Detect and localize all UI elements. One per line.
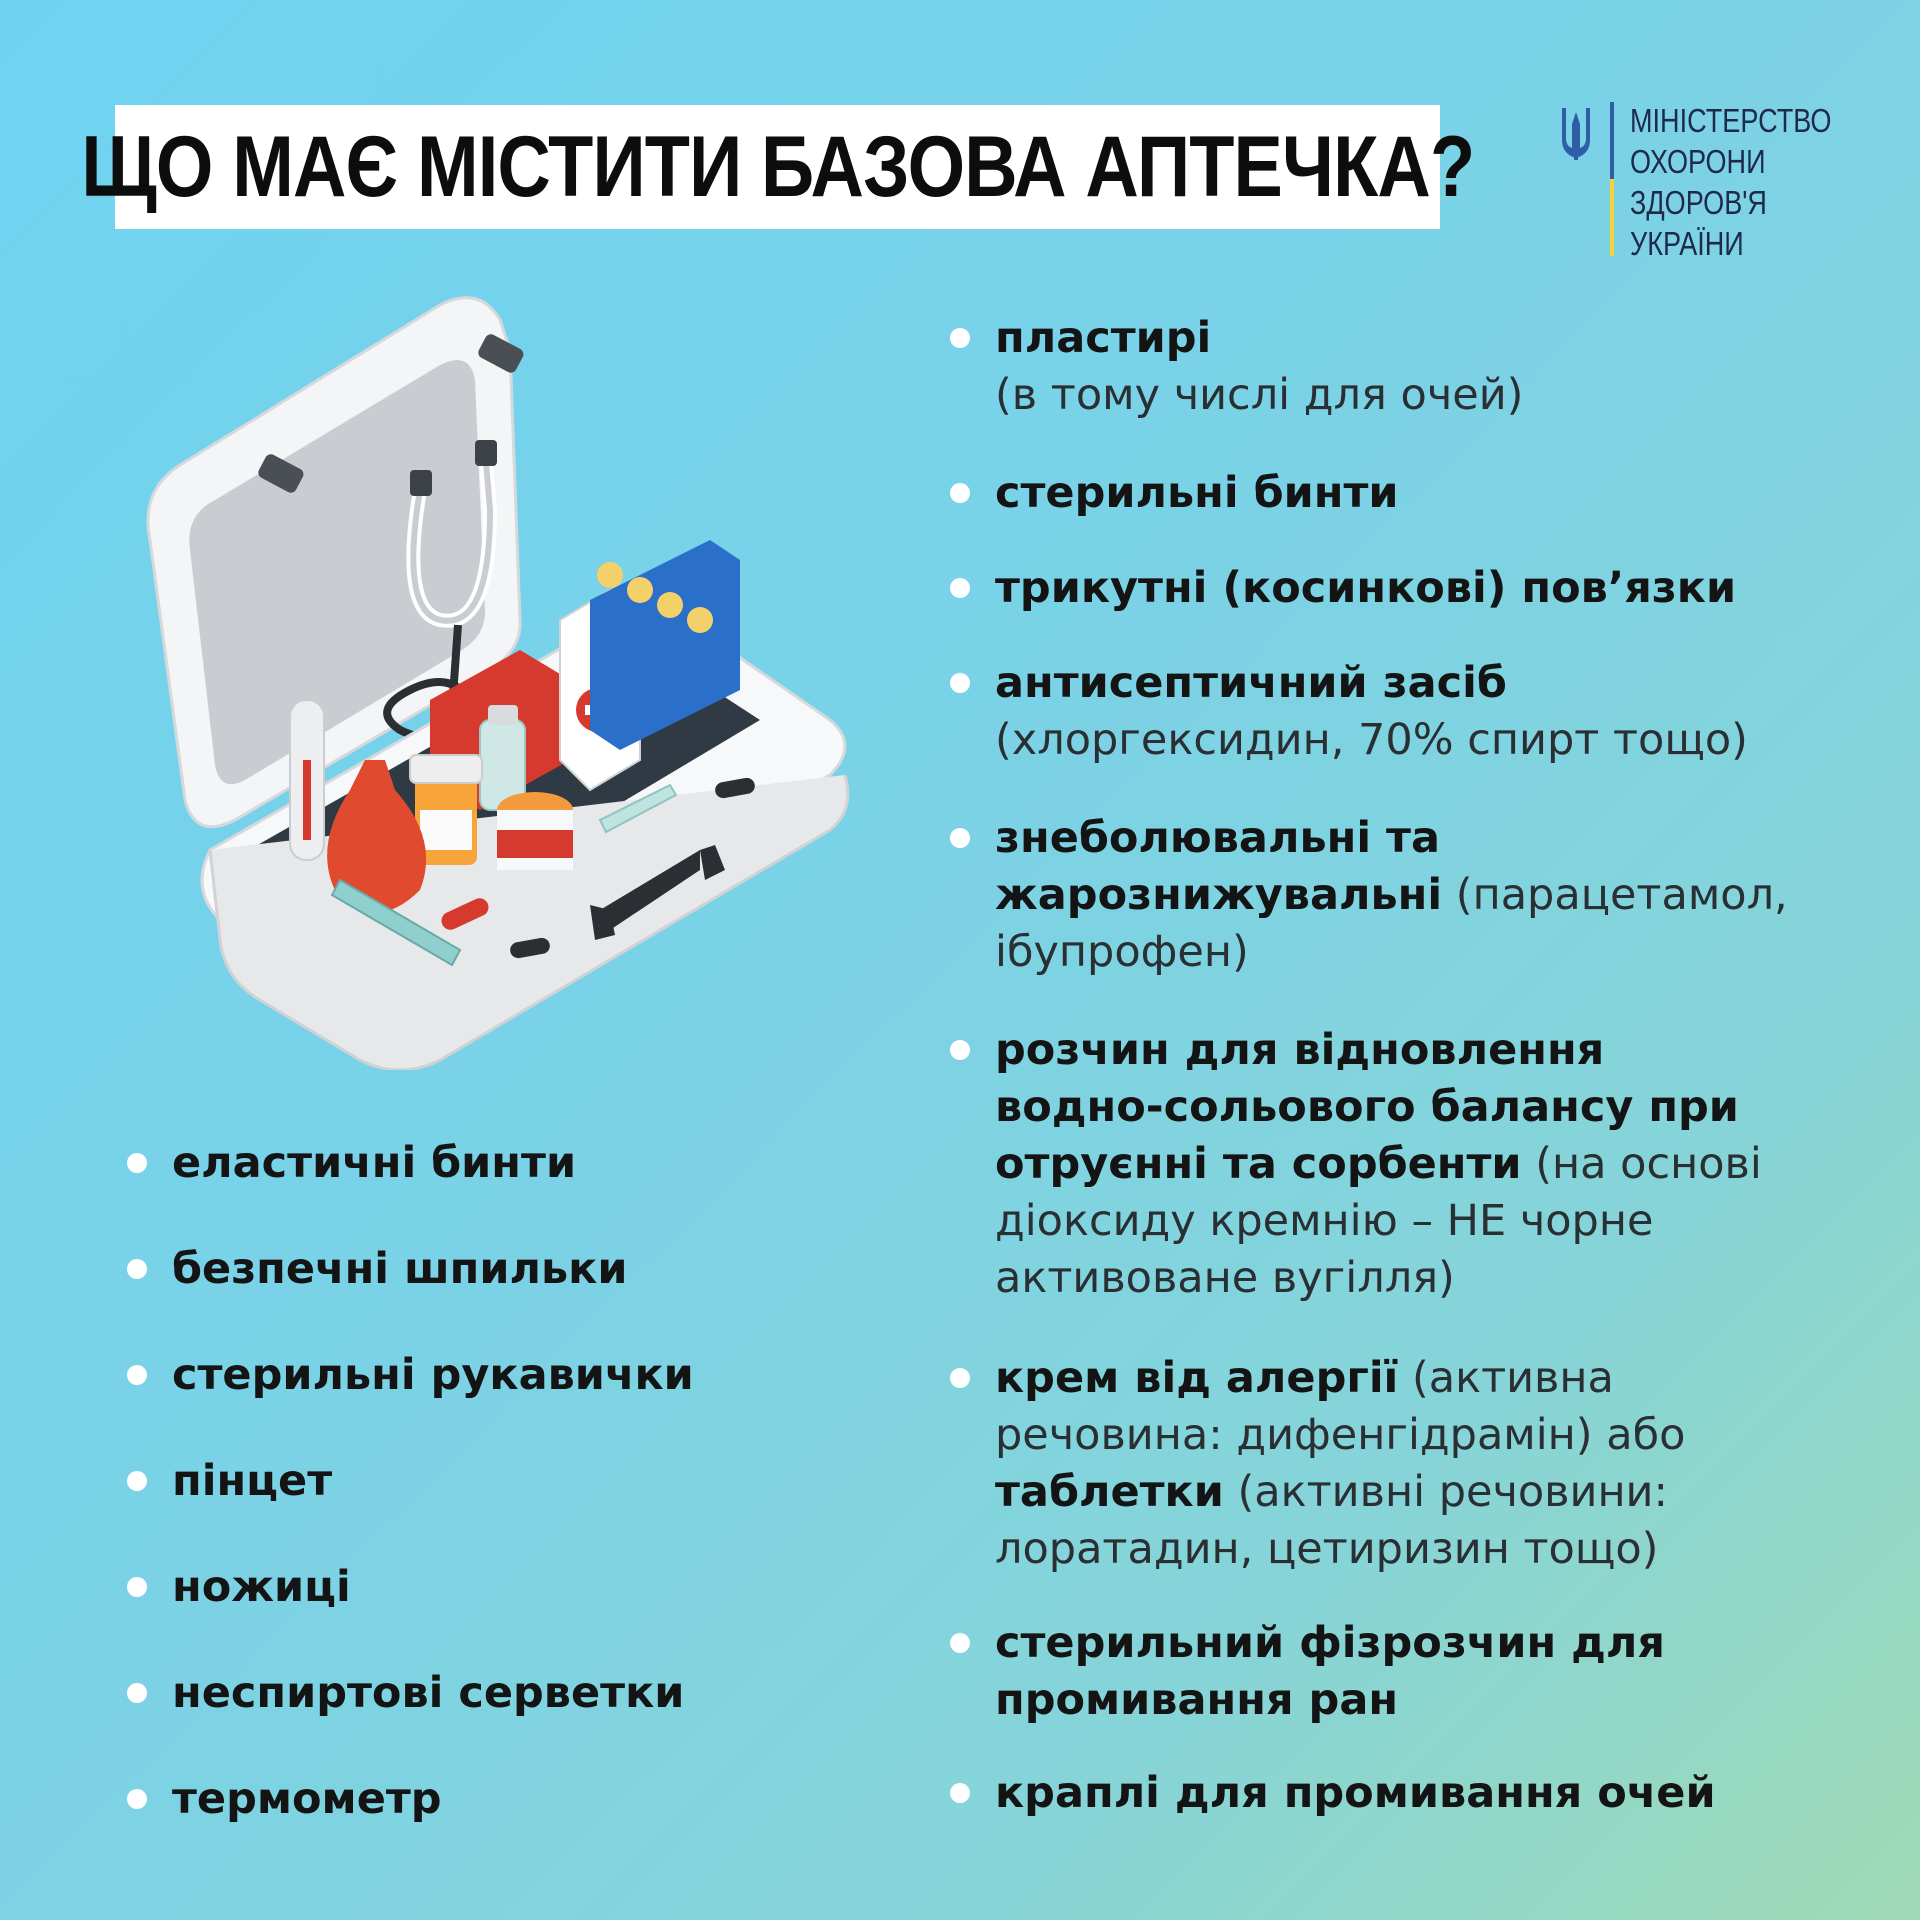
- bullet-dot: [127, 1577, 147, 1597]
- trident-emblem-icon: [1556, 104, 1596, 162]
- item-text: безпечні шпильки: [172, 1244, 628, 1294]
- item-detail-text: (парацетамол,: [1442, 870, 1788, 920]
- item-line: [995, 1672, 1665, 1729]
- item-bold-text: промивання ран: [995, 1675, 1399, 1725]
- item-bold-text: краплі для промивання очей: [995, 1768, 1716, 1818]
- item-line: [995, 1765, 1716, 1822]
- item-line: [995, 1350, 1685, 1407]
- item-text: термометр: [172, 1774, 442, 1824]
- item-detail-text: діоксиду кремнію – НЕ чорне: [995, 1196, 1654, 1246]
- item-bold-text: стерильні бинти: [995, 468, 1399, 518]
- item-line: [995, 712, 1748, 769]
- item-bold-text: розчин для відновлення: [995, 1025, 1605, 1075]
- item-bold-text: крем від алергії: [995, 1353, 1399, 1403]
- bullet-dot: [950, 483, 970, 503]
- item-line: [995, 655, 1748, 712]
- bullet-dot: [127, 1683, 147, 1703]
- list-item: [172, 1771, 442, 1828]
- item-line: [995, 924, 1788, 981]
- item-line: [995, 1615, 1665, 1672]
- logo-line: ЗДОРОВ'Я: [1630, 184, 1767, 221]
- item-bold-text: отруєнні та сорбенти: [995, 1139, 1522, 1189]
- bullet-dot: [950, 578, 970, 598]
- list-item: [172, 1347, 694, 1404]
- item-bold-text: таблетки: [995, 1467, 1224, 1517]
- item-line: [995, 1464, 1685, 1521]
- bullet-dot: [950, 828, 970, 848]
- item-text: стерильні рукавички: [172, 1350, 694, 1400]
- list-item: [172, 1559, 351, 1616]
- item-line: [995, 1022, 1762, 1079]
- ministry-logo: [1556, 100, 1832, 262]
- item-detail-text: (активна: [1398, 1353, 1614, 1403]
- first-aid-case-icon: [140, 290, 860, 1070]
- bullet-dot: [950, 1633, 970, 1653]
- item-bold-text: жарознижувальні: [995, 870, 1443, 920]
- bullet-dot: [127, 1153, 147, 1173]
- item-detail-text: (на основі: [1521, 1139, 1762, 1189]
- bullet-dot: [127, 1365, 147, 1385]
- bullet-dot: [127, 1789, 147, 1809]
- logo-divider: [1610, 102, 1614, 256]
- logo-line: МІНІСТЕРСТВО: [1630, 102, 1832, 139]
- list-item: [172, 1665, 684, 1722]
- item-line: [995, 465, 1399, 522]
- list-item: [995, 465, 1399, 522]
- item-line: [995, 1250, 1762, 1307]
- item-detail-text: речовина: дифенгідрамін) або: [995, 1410, 1686, 1460]
- item-bold-text: пластирі: [995, 313, 1212, 363]
- bullet-dot: [127, 1471, 147, 1491]
- list-item: [995, 1765, 1716, 1822]
- item-text: еластичні бинти: [172, 1138, 577, 1188]
- item-detail-text: (в тому числі для очей): [995, 370, 1524, 420]
- item-text: ножиці: [172, 1562, 351, 1612]
- bullet-dot: [127, 1259, 147, 1279]
- item-line: [995, 1521, 1685, 1578]
- page-title: ЩО МАЄ МІСТИТИ БАЗОВА АПТЕЧКА?: [81, 118, 1474, 215]
- list-item: [995, 1615, 1665, 1729]
- bullet-dot: [950, 1783, 970, 1803]
- item-bold-text: трикутні (косинкові) пов’язки: [995, 563, 1737, 613]
- item-line: [995, 367, 1523, 424]
- item-line: [995, 1193, 1762, 1250]
- item-bold-text: стерильний фізрозчин для: [995, 1618, 1665, 1668]
- list-item: [172, 1453, 332, 1510]
- list-item: [995, 560, 1736, 617]
- list-item: [995, 1350, 1685, 1578]
- item-line: [995, 810, 1788, 867]
- bullet-dot: [950, 328, 970, 348]
- item-bold-text: антисептичний засіб: [995, 658, 1507, 708]
- item-detail-text: (хлоргексидин, 70% спирт тощо): [995, 715, 1748, 765]
- item-line: [995, 1136, 1762, 1193]
- list-item: [995, 1022, 1762, 1307]
- item-bold-text: водно-сольового балансу при: [995, 1082, 1739, 1132]
- item-line: [995, 1407, 1685, 1464]
- bullet-dot: [950, 1040, 970, 1060]
- list-item: [995, 810, 1788, 981]
- item-text: неспиртові серветки: [172, 1668, 685, 1718]
- bullet-dot: [950, 673, 970, 693]
- logo-line: УКРАЇНИ: [1630, 225, 1744, 262]
- list-item: [172, 1135, 576, 1192]
- item-line: [995, 560, 1736, 617]
- item-bold-text: знеболювальні та: [995, 813, 1440, 863]
- list-item: [995, 655, 1748, 769]
- item-detail-text: ібупрофен): [995, 927, 1249, 977]
- item-line: [995, 1079, 1762, 1136]
- item-detail-text: лоратадин, цетиризин тощо): [995, 1524, 1659, 1574]
- title-banner: [81, 105, 1474, 229]
- bullet-dot: [950, 1368, 970, 1388]
- item-line: [995, 310, 1523, 367]
- item-line: [995, 867, 1788, 924]
- logo-line: ОХОРОНИ: [1630, 143, 1766, 180]
- item-detail-text: (активні речовини:: [1223, 1467, 1668, 1517]
- item-text: пінцет: [172, 1456, 333, 1506]
- item-detail-text: активоване вугілля): [995, 1253, 1455, 1303]
- list-item: [172, 1241, 628, 1298]
- logo-text: [1630, 100, 1831, 264]
- list-item: [995, 310, 1523, 424]
